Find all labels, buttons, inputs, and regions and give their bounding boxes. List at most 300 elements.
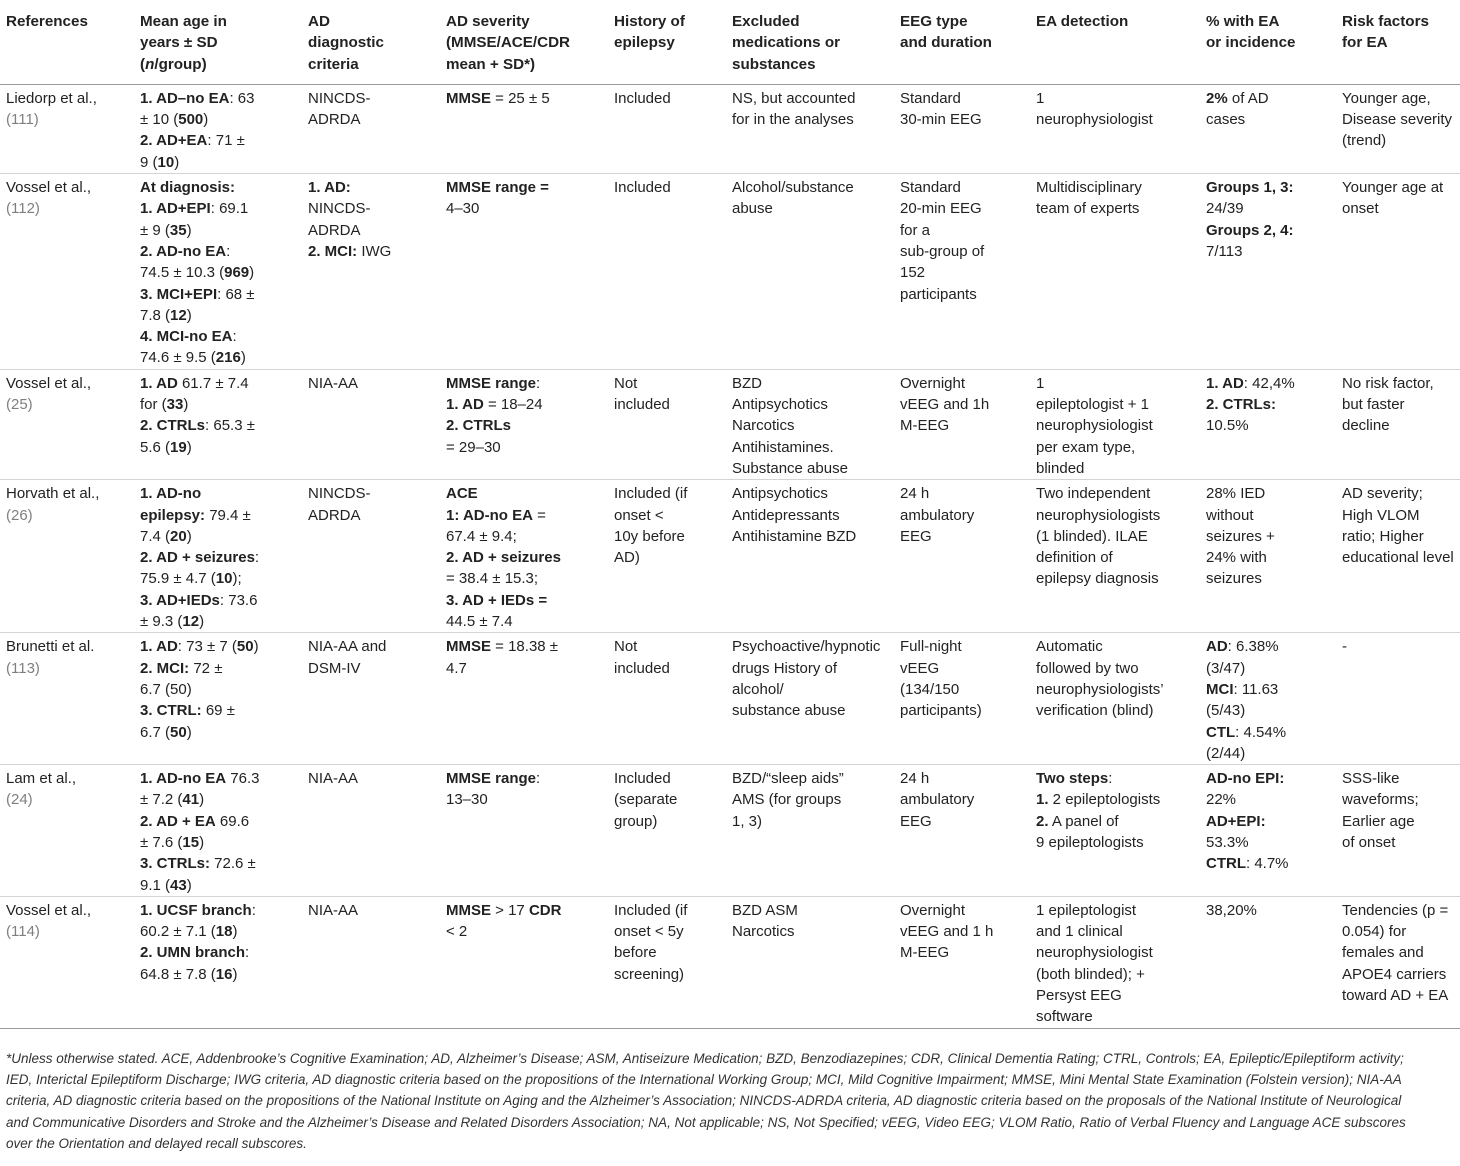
cell-line — [900, 811, 1024, 832]
cell-ad-severity — [440, 174, 608, 370]
text-segment: 44.5 ± 7.4 — [446, 613, 513, 631]
text-segment: 6.7 (50) — [140, 680, 192, 698]
text-segment: M-EEG — [900, 944, 950, 962]
cell-line — [1206, 853, 1330, 874]
text-segment: Disease severity — [1342, 111, 1453, 129]
text-segment: 4.7 — [446, 659, 467, 677]
text-segment: 24 h — [900, 770, 930, 788]
cell-line — [900, 700, 1024, 721]
cell-line — [140, 636, 296, 657]
text-segment: 24 h — [900, 485, 930, 503]
text-segment: 24/39 — [1206, 200, 1244, 218]
cell-line — [1206, 789, 1330, 810]
cell-history-of-epilepsy — [608, 896, 726, 1028]
footnote-line: *Unless otherwise stated. ACE, Addenbrooke’s Cognitive Examination; AD, Alzheimer’s Disease; ASM, Antiseizure Medication; BZD, Benzodiazepines; CDR, Clinical Dementia Rating; CTRL, Controls; EA, Epileptic/Epileptiform activity; — [6, 1051, 1404, 1066]
text-segment: BZD — [732, 374, 762, 392]
cell-line — [732, 811, 888, 832]
cell-ad-severity — [440, 369, 608, 479]
cell-line — [1342, 942, 1454, 963]
text-segment: epileptologist + 1 — [1036, 396, 1149, 414]
text-segment: 2. AD + EA — [140, 812, 216, 830]
text-segment: screening) — [614, 965, 685, 983]
reference-link[interactable]: (24) — [6, 791, 33, 809]
text-segment: ) — [253, 638, 259, 656]
text-segment: (both blinded); + — [1036, 965, 1145, 983]
cell-line — [1036, 1006, 1194, 1027]
cell-line — [1036, 483, 1194, 504]
cell-percent-with-ea — [1200, 369, 1336, 479]
cell-line — [140, 590, 296, 611]
text-segment: 2. AD-no EA — [140, 242, 227, 260]
text-segment: but faster — [1342, 396, 1405, 414]
text-segment: 50 — [170, 723, 187, 741]
cell-ad-severity — [440, 896, 608, 1028]
text-segment: ) — [186, 306, 192, 324]
text-segment: team of experts — [1036, 200, 1140, 218]
cell-line — [1036, 900, 1194, 921]
cell-history-of-epilepsy — [608, 765, 726, 897]
cell-line — [1342, 526, 1454, 547]
cell-line — [140, 284, 296, 305]
cell-line — [614, 789, 720, 810]
cell-risk-factors — [1336, 633, 1460, 765]
cell-line — [1342, 900, 1454, 921]
header-line: diagnostic — [308, 34, 384, 52]
cell-line — [732, 458, 888, 479]
cell-line — [446, 789, 602, 810]
text-segment: > 17 — [491, 901, 529, 919]
cell-line — [1206, 636, 1330, 657]
cell-line — [446, 568, 602, 589]
text-segment: ± 9 ( — [140, 221, 170, 239]
cell-line — [732, 679, 888, 700]
cell-line — [1036, 458, 1194, 479]
text-segment: MMSE — [446, 89, 491, 107]
cell-line — [446, 415, 602, 436]
reference-link[interactable]: (111) — [6, 111, 39, 129]
text-segment: drugs History of — [732, 659, 838, 677]
cell-line — [446, 526, 602, 547]
text-segment: BZD/“sleep aids” — [732, 770, 844, 788]
text-segment: before — [614, 944, 657, 962]
cell-line — [140, 679, 296, 700]
text-segment: 7.4 ( — [140, 527, 171, 545]
cell-line — [900, 109, 1024, 130]
cell-line — [1342, 921, 1454, 942]
cell-risk-factors — [1336, 765, 1460, 897]
cell-risk-factors — [1336, 896, 1460, 1028]
text-segment: = 25 ± 5 — [491, 89, 550, 107]
cell-line — [900, 483, 1024, 504]
cell-line — [140, 241, 296, 262]
reference-link[interactable]: (113) — [6, 659, 40, 677]
text-segment: included — [614, 659, 670, 677]
text-segment: NINCDS- — [308, 89, 371, 107]
text-segment: 1 — [1036, 374, 1045, 392]
text-segment: : 42,4% — [1243, 374, 1295, 392]
text-segment: 2 epileptologists — [1048, 791, 1161, 809]
table-row — [0, 84, 1460, 173]
cell-history-of-epilepsy — [608, 633, 726, 765]
text-segment: 1. AD+EPI — [140, 200, 211, 218]
cell-line — [1206, 679, 1330, 700]
cell-line — [446, 437, 602, 458]
cell-line — [140, 942, 296, 963]
header-line: (MMSE/ACE/CDR — [446, 34, 571, 52]
text-segment: At diagnosis: — [140, 179, 236, 197]
text-segment: ± 10 ( — [140, 111, 179, 129]
text-segment: Automatic — [1036, 638, 1103, 656]
cell-line — [614, 394, 720, 415]
text-segment: (trend) — [1342, 132, 1387, 150]
text-segment: Vossel et al., — [6, 179, 92, 197]
text-segment: Narcotics — [732, 417, 795, 435]
text-segment: 2. CTRLs — [446, 417, 512, 435]
text-segment: neurophysiologists — [1036, 506, 1161, 524]
studies-table — [0, 6, 1460, 1029]
text-segment: : — [232, 328, 237, 346]
reference-link[interactable]: (114) — [6, 923, 40, 941]
text-segment: 1. AD-no EA — [140, 770, 227, 788]
text-segment: : — [251, 901, 256, 919]
text-segment: Included — [614, 179, 671, 197]
cell-excluded-medications — [726, 633, 894, 765]
cell-line — [6, 768, 128, 789]
text-segment: 69 ± — [201, 702, 235, 720]
text-segment: Overnight — [900, 374, 966, 392]
cell-line — [732, 768, 888, 789]
text-segment: onset < — [614, 506, 664, 524]
table-row — [0, 174, 1460, 370]
header-line: epilepsy — [614, 34, 675, 52]
text-segment: and 1 clinical — [1036, 923, 1123, 941]
cell-line — [6, 636, 128, 657]
text-segment: IWG — [357, 242, 392, 260]
cell-line — [446, 658, 602, 679]
text-segment: 67.4 ± 9.4; — [446, 527, 517, 545]
text-segment: ADRDA — [308, 111, 361, 129]
text-segment: : — [254, 549, 260, 567]
text-segment: : 73 ± 7 ( — [177, 638, 237, 656]
header-mean-age — [134, 6, 302, 84]
cell-line — [140, 326, 296, 347]
cell-line — [1342, 415, 1454, 436]
cell-line — [1036, 437, 1194, 458]
text-segment: onset < 5y — [614, 923, 684, 941]
cell-line — [900, 177, 1024, 198]
text-segment: 1, 3) — [732, 812, 763, 830]
header-line: for EA — [1342, 34, 1388, 52]
table-row — [0, 896, 1460, 1028]
cell-line — [1206, 568, 1330, 589]
cell-line — [1342, 789, 1454, 810]
reference-link[interactable]: (26) — [6, 506, 33, 524]
header-history-of-epilepsy — [608, 6, 726, 84]
text-segment: 16 — [215, 965, 233, 983]
cell-line — [1036, 505, 1194, 526]
text-segment: Multidisciplinary — [1036, 179, 1142, 197]
cell-mean-age — [134, 765, 302, 897]
cell-line — [732, 88, 888, 109]
text-segment: ) — [174, 153, 180, 171]
cell-line — [446, 768, 602, 789]
text-segment: 72.6 ± — [210, 855, 256, 873]
cell-line — [900, 88, 1024, 109]
cell-line — [140, 921, 296, 942]
header-line: AD severity — [446, 13, 530, 30]
text-segment: 1. AD — [140, 374, 178, 392]
reference-link[interactable]: (25) — [6, 396, 33, 414]
text-segment: Two independent — [1036, 485, 1151, 503]
cell-mean-age — [134, 174, 302, 370]
text-segment: 1. AD — [140, 638, 178, 656]
text-segment: : — [226, 242, 231, 260]
cell-ad-diagnostic-criteria — [302, 174, 440, 370]
cell-excluded-medications — [726, 480, 894, 633]
cell-line — [140, 109, 296, 130]
text-segment: NIA-AA and — [308, 638, 387, 656]
cell-line — [1036, 198, 1194, 219]
cell-line — [732, 921, 888, 942]
text-segment: ADRDA — [308, 221, 361, 239]
text-segment: 20-min EEG — [900, 200, 982, 218]
reference-link[interactable]: (112) — [6, 200, 40, 218]
text-segment: NIA-AA — [308, 770, 359, 788]
cell-references — [0, 174, 134, 370]
text-segment: ) — [199, 833, 205, 851]
cell-line — [732, 636, 888, 657]
text-segment: MMSE range — [446, 770, 537, 788]
cell-line — [1036, 415, 1194, 436]
text-segment: Groups 2, 4: — [1206, 221, 1294, 239]
header-line: Mean age in — [140, 13, 227, 30]
text-segment: vEEG and 1 h — [900, 923, 994, 941]
cell-history-of-epilepsy — [608, 480, 726, 633]
text-segment: ) — [232, 965, 238, 983]
cell-line — [1036, 526, 1194, 547]
cell-line — [1036, 700, 1194, 721]
cell-eeg-type-duration — [894, 896, 1030, 1028]
text-segment: 61.7 ± 7.4 — [177, 374, 249, 392]
text-segment: Brunetti et al. — [6, 638, 95, 656]
table-header — [0, 6, 1460, 84]
text-segment: 3. AD + IEDs = — [446, 591, 548, 609]
cell-line — [140, 152, 296, 173]
text-segment: 7.8 ( — [140, 306, 171, 324]
text-segment: ) — [232, 923, 238, 941]
cell-line — [900, 220, 1024, 241]
cell-line — [1206, 177, 1330, 198]
text-segment: AD) — [614, 549, 640, 567]
text-segment: 12 — [182, 613, 200, 631]
text-segment: : 69.1 — [210, 200, 249, 218]
text-segment: 9.1 ( — [140, 876, 171, 894]
text-segment: : 6.38% — [1227, 638, 1279, 656]
cell-excluded-medications — [726, 896, 894, 1028]
cell-line — [140, 262, 296, 283]
cell-line — [1342, 768, 1454, 789]
text-segment: (5/43) — [1206, 702, 1246, 720]
text-segment: 69.6 — [215, 812, 250, 830]
cell-risk-factors — [1336, 174, 1460, 370]
cell-line — [6, 789, 128, 810]
cell-line — [1206, 547, 1330, 568]
cell-line — [140, 394, 296, 415]
text-segment: for ( — [140, 396, 167, 414]
cell-ad-severity — [440, 765, 608, 897]
cell-line — [614, 636, 720, 657]
text-segment: : 63 — [229, 89, 255, 107]
text-segment: 64.8 ± 7.8 ( — [140, 965, 216, 983]
text-segment: AD+EPI: — [1206, 812, 1266, 830]
cell-line — [446, 88, 602, 109]
cell-ad-diagnostic-criteria — [302, 633, 440, 765]
cell-line — [614, 177, 720, 198]
cell-ad-severity — [440, 480, 608, 633]
text-segment: : — [1108, 770, 1113, 788]
cell-line — [1036, 832, 1194, 853]
text-segment: Not — [614, 638, 638, 656]
cell-line — [1036, 768, 1194, 789]
text-segment: epilepsy diagnosis — [1036, 570, 1159, 588]
text-segment: 3. CTRL: — [140, 702, 202, 720]
cell-percent-with-ea — [1200, 480, 1336, 633]
cell-line — [140, 832, 296, 853]
cell-history-of-epilepsy — [608, 369, 726, 479]
cell-mean-age — [134, 480, 302, 633]
header-line: References — [6, 13, 88, 30]
cell-line — [1206, 658, 1330, 679]
text-segment: 76.3 — [226, 770, 260, 788]
cell-line — [140, 415, 296, 436]
cell-line — [140, 88, 296, 109]
cell-line — [614, 964, 720, 985]
text-segment: NINCDS- — [308, 485, 371, 503]
cell-line — [6, 177, 128, 198]
text-segment: per exam type, — [1036, 438, 1136, 456]
text-segment: 5.6 ( — [140, 438, 171, 456]
cell-line — [614, 900, 720, 921]
cell-line — [140, 177, 296, 198]
text-segment: : — [536, 374, 541, 392]
cell-line — [900, 415, 1024, 436]
text-segment: : 68 ± — [217, 285, 255, 303]
text-segment: 33 — [166, 396, 184, 414]
text-segment: abuse — [732, 200, 773, 218]
text-segment: 30-min EEG — [900, 111, 982, 129]
text-segment: 9 epileptologists — [1036, 833, 1144, 851]
cell-risk-factors — [1336, 84, 1460, 173]
text-segment: ADRDA — [308, 506, 361, 524]
cell-line — [900, 505, 1024, 526]
header-line: Excluded — [732, 13, 800, 30]
text-segment: Younger age, — [1342, 89, 1431, 107]
text-segment: ) — [186, 876, 192, 894]
text-segment: (separate — [614, 791, 678, 809]
header-line: AD — [308, 13, 330, 30]
cell-excluded-medications — [726, 174, 894, 370]
cell-line — [1206, 832, 1330, 853]
cell-line — [1206, 109, 1330, 130]
cell-line — [140, 875, 296, 896]
cell-line — [1342, 636, 1454, 657]
text-segment: 38,20% — [1206, 901, 1257, 919]
text-segment: Antipsychotics — [732, 396, 828, 414]
cell-ea-detection — [1030, 896, 1200, 1028]
cell-eeg-type-duration — [894, 369, 1030, 479]
cell-line — [1206, 241, 1330, 262]
text-segment: = 18–24 — [483, 396, 543, 414]
text-segment: : 73.6 — [219, 591, 258, 609]
cell-line — [1036, 985, 1194, 1006]
text-segment: software — [1036, 1008, 1093, 1026]
cell-line — [732, 789, 888, 810]
cell-eeg-type-duration — [894, 765, 1030, 897]
text-segment: included — [614, 396, 670, 414]
header-line: (n/group) — [140, 55, 207, 73]
text-segment: 10.5% — [1206, 417, 1249, 435]
cell-ad-diagnostic-criteria — [302, 765, 440, 897]
header-line: EA detection — [1036, 13, 1129, 30]
text-segment: MMSE range — [446, 374, 537, 392]
cell-line — [446, 590, 602, 611]
text-segment: 13–30 — [446, 791, 488, 809]
text-segment: Lam et al., — [6, 770, 77, 788]
text-segment: 19 — [170, 438, 187, 456]
cell-line — [446, 900, 602, 921]
text-segment: 1. AD — [1206, 374, 1244, 392]
cell-line — [900, 921, 1024, 942]
cell-percent-with-ea — [1200, 84, 1336, 173]
cell-eeg-type-duration — [894, 84, 1030, 173]
text-segment: 7/113 — [1206, 242, 1243, 260]
text-segment: MCI — [1206, 680, 1234, 698]
cell-line — [140, 505, 296, 526]
text-segment: 10 — [157, 153, 175, 171]
cell-line — [140, 220, 296, 241]
cell-line — [1342, 88, 1454, 109]
cell-ea-detection — [1030, 84, 1200, 173]
text-segment: ACE — [446, 485, 478, 503]
cell-line — [308, 241, 434, 262]
text-segment: ) — [199, 613, 205, 631]
text-segment: AD-no EPI: — [1206, 770, 1285, 788]
header-line: medications or — [732, 34, 841, 52]
cell-percent-with-ea — [1200, 896, 1336, 1028]
text-segment: CTRL — [1206, 855, 1246, 873]
text-segment: MMSE — [446, 901, 491, 919]
cell-ad-severity — [440, 84, 608, 173]
cell-line — [1206, 88, 1330, 109]
cell-line — [1036, 658, 1194, 679]
cell-line — [6, 483, 128, 504]
text-segment: ) — [186, 723, 192, 741]
text-segment: 2. — [1036, 812, 1049, 830]
cell-line — [1342, 130, 1454, 151]
text-segment: MMSE — [446, 638, 491, 656]
header-row — [0, 6, 1460, 84]
cell-references — [0, 765, 134, 897]
text-segment: : 65.3 ± — [205, 417, 255, 435]
cell-mean-age — [134, 896, 302, 1028]
cell-line — [308, 505, 434, 526]
text-segment: decline — [1342, 417, 1390, 435]
text-segment: NS, but accounted — [732, 89, 856, 107]
text-segment: M-EEG — [900, 417, 950, 435]
text-segment: = 18.38 ± — [491, 638, 559, 656]
cell-line — [900, 198, 1024, 219]
cell-percent-with-ea — [1200, 174, 1336, 370]
